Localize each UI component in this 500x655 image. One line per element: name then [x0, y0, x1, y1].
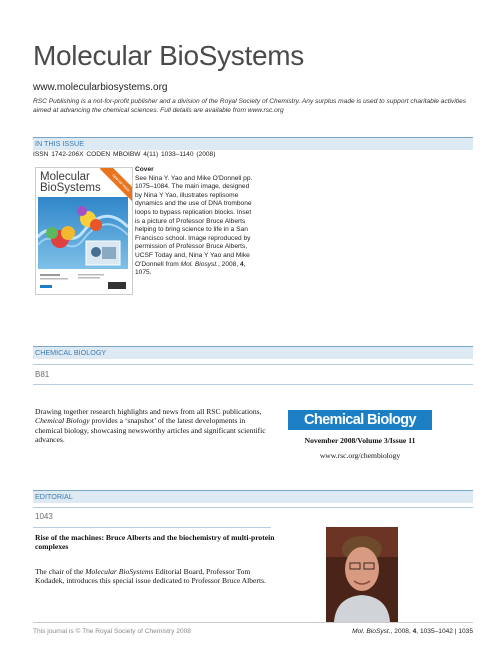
cover-image — [35, 167, 133, 295]
chem-bio-text-post: provides a ‘snapshot’ of the latest developments in chemical biology, showcasing newsworthy articles and significant scientific advances. — [35, 416, 266, 444]
cover-ribbon: Special issue — [100, 167, 133, 204]
chemical-biology-description — [35, 407, 273, 444]
editorial-text-post: Editorial Board, Professor Tom Kodadek, introduces this special issue dedicated to Professor Bruce Alberts. — [35, 567, 266, 586]
chemical-biology-logo: Chemical Biology — [288, 410, 432, 430]
journal-title: Molecular BioSystems — [33, 40, 304, 71]
section-bar-editorial: EDITORIAL — [33, 491, 473, 503]
chemical-biology-issue: November 2008/Volume 3/Issue 11 — [304, 436, 416, 445]
journal-url[interactable]: www.molecularbiosystems.org — [33, 82, 168, 93]
cover-title: Molecular BioSystems — [40, 171, 101, 194]
cover-citation-journal: Mol. Biosyst. — [180, 260, 218, 268]
cover-citation-rest: , 2008, — [218, 260, 240, 268]
publisher-blurb: RSC Publishing is a not-for-profit publisher and a division of the Royal Society of Chemistry. Any surplus made is used to support charitable activities aimed at advancing the chemical sciences. Full details are available from www.rsc.org — [33, 98, 467, 114]
section-subrule — [33, 507, 473, 508]
section-bar-in-this-issue: IN THIS ISSUE — [33, 138, 473, 150]
editorial-text-italic: Molecular BioSystems — [85, 567, 154, 576]
editorial-title[interactable]: Rise of the machines: Bruce Alberts and the biochemistry of multi-protein complexes — [35, 533, 275, 552]
footer-journal: Mol. BioSyst. — [352, 628, 391, 635]
editorial-text-pre: The chair of the — [35, 567, 86, 576]
portrait-photo — [326, 527, 398, 622]
cover-caption — [135, 166, 255, 278]
footer-year: , 2008, — [390, 628, 413, 635]
chem-bio-text-italic: Chemical Biology — [35, 416, 90, 426]
cover-citation-volume: 4 — [240, 260, 244, 268]
editorial-description — [35, 567, 275, 586]
chemical-biology-url[interactable]: www.rsc.org/chembiology — [319, 451, 401, 460]
page-number-b81[interactable]: B81 — [35, 370, 50, 379]
section-subrule — [33, 527, 271, 528]
cover-heading: Cover — [135, 166, 154, 173]
section-bar-chemical-biology: CHEMICAL BIOLOGY — [33, 347, 473, 359]
cover-text: See Nina Y. Yao and Mike O'Donnell pp. 1075–1084. The main image, designed by Nina Y Yao, illustrates replisome dynamics and the use of DNA trombone loops to bypass replication blocks. Inset is a picture of Professor Bruce Alberts helping to bring science to life in a San Francisco school. Image reproduced by permission of Professor Bruce Alberts, UCSF Today and, Nina Y Yao and Mike O'Donnell from — [135, 174, 253, 268]
issn-line: ISSN 1742-206X CODEN MBOIBW 4(11) 1033–1140 (2008) — [33, 151, 216, 158]
footer-rule — [33, 622, 473, 623]
cover-citation-end: , 1075. — [135, 260, 246, 277]
cover-artwork — [38, 197, 128, 269]
footer-pages: , 1035–1042 | 1035 — [416, 628, 473, 635]
footer-volume: 4 — [412, 628, 417, 635]
section-subrule — [33, 364, 473, 365]
footer-citation — [352, 628, 473, 635]
page-number-1043[interactable]: 1043 — [35, 512, 53, 521]
section-subrule — [33, 384, 473, 385]
footer-copyright: This journal is © The Royal Society of Chemistry 2008 — [33, 628, 191, 635]
cover-footer-strip — [38, 271, 128, 291]
chem-bio-text-pre: Drawing together research highlights and news from all RSC publications, — [35, 407, 262, 416]
